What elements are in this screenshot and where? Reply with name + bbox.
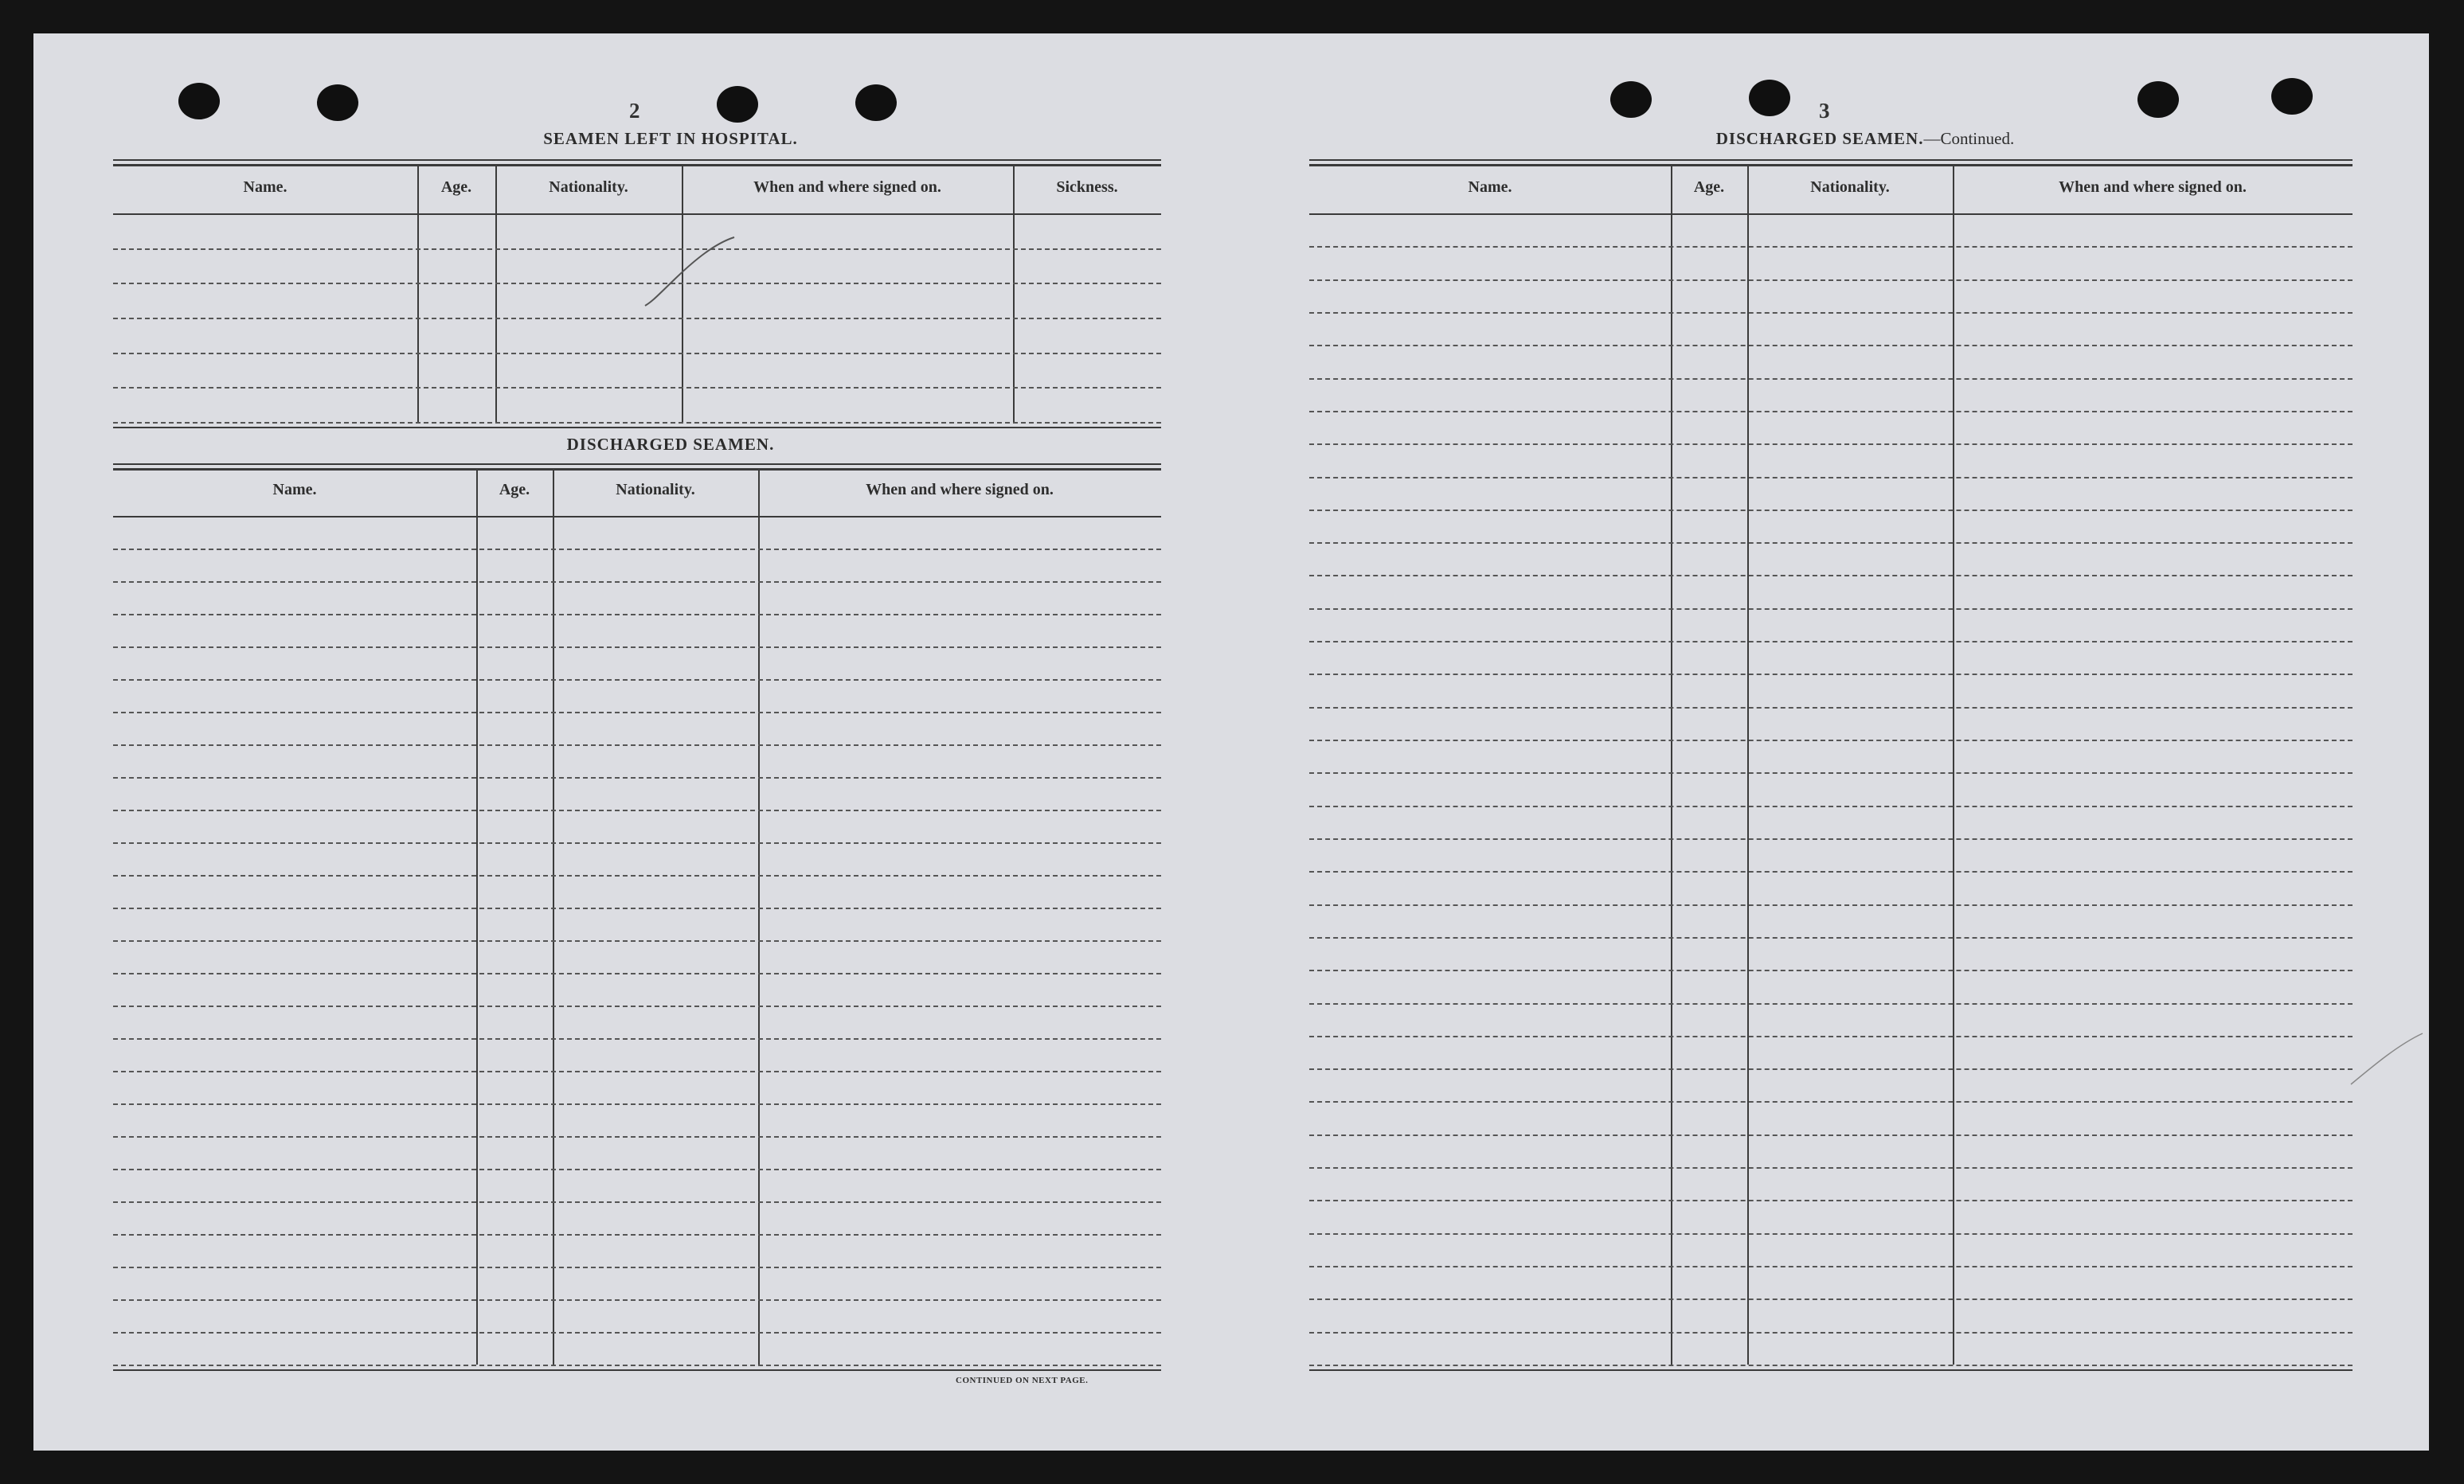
table-row [113,1071,1161,1072]
table-row [113,581,1161,583]
table-row [1309,1167,2353,1169]
continued-suffix: —Continued. [1923,129,2015,148]
discharged-continued-title-main: DISCHARGED SEAMEN. [1715,129,1924,148]
table-row [113,908,1161,909]
table-row [1309,1233,2353,1235]
column-divider [495,164,497,422]
column-header: Nationality. [549,178,628,196]
discharged-continued-title [1586,129,2144,149]
table-top-rule [113,463,1161,465]
table-row [113,422,1161,424]
table-row [113,1006,1161,1007]
table-row [1309,378,2353,380]
page-number: 2 [629,99,640,123]
table-row [1309,1266,2353,1267]
column-divider [417,164,419,422]
column-header: Sickness. [1056,178,1118,196]
header-rule [1309,213,2353,215]
table-top-rule [113,159,1161,161]
table-row [1309,608,2353,610]
table-row [1309,510,2353,511]
table-row [1309,575,2353,576]
table-top-rule [1309,159,2353,161]
column-header: Age. [440,178,472,196]
punch-hole [1610,81,1652,118]
table-bottom-rule [113,427,1161,428]
table-row [113,614,1161,615]
table-row [1309,443,2353,445]
column-header: Name. [272,481,317,498]
table-row [113,1234,1161,1236]
table-row [1309,1298,2353,1300]
table-row [1309,1101,2353,1103]
table-row [113,744,1161,746]
table-row [1309,279,2353,281]
table-row [113,1169,1161,1170]
punch-hole [2271,78,2313,115]
punch-hole [178,83,220,119]
table-row [1309,970,2353,971]
table-bottom-rule [1309,1369,2353,1371]
column-header: When and where signed on. [2059,178,2247,196]
table-row [1309,411,2353,412]
header-rule [113,516,1161,517]
column-divider [1013,164,1015,422]
table-top-rule [113,164,1161,166]
table-row [1309,1003,2353,1005]
column-divider [758,468,760,1365]
table-row [113,940,1161,942]
table-row [1309,1200,2353,1201]
table-row [113,1201,1161,1203]
table-row [113,1332,1161,1334]
table-row [113,973,1161,974]
table-row [113,283,1161,284]
column-header: Name. [243,178,287,196]
table-row [113,1038,1161,1040]
hospital-section-title: SEAMEN LEFT IN HOSPITAL. [543,129,798,148]
table-row [1309,1036,2353,1037]
table-row [1309,477,2353,478]
table-row [1309,707,2353,709]
table-row [1309,641,2353,642]
column-divider [553,468,554,1365]
table-row [1309,1068,2353,1070]
table-row [113,1136,1161,1138]
table-row [113,875,1161,877]
table-top-rule [1309,164,2353,166]
table-row [113,777,1161,779]
table-row [1309,1134,2353,1136]
column-header: Nationality. [616,481,695,498]
table-row [113,248,1161,250]
table-row [1309,772,2353,774]
table-row [1309,871,2353,873]
punch-hole [317,84,358,121]
table-row [113,387,1161,389]
table-row [1309,740,2353,741]
table-row [113,1299,1161,1301]
punch-hole [717,86,758,123]
table-top-rule [113,468,1161,471]
discharged-section-title: DISCHARGED SEAMEN. [566,435,775,454]
table-bottom-rule [113,1369,1161,1371]
continued-note: CONTINUED ON NEXT PAGE. [956,1376,1089,1385]
column-header: Age. [499,481,530,498]
table-row [113,810,1161,811]
table-row [113,1365,1161,1366]
table-row [113,353,1161,354]
pencil-mark [2335,1029,2431,1100]
table-row [1309,806,2353,807]
table-row [113,679,1161,681]
column-header: When and where signed on. [866,481,1054,498]
column-header: Age. [1693,178,1725,196]
table-row [1309,937,2353,939]
table-row [1309,1365,2353,1366]
table-row [113,646,1161,648]
table-row [1309,904,2353,906]
column-header: When and where signed on. [753,178,941,196]
table-row [113,1267,1161,1268]
punch-hole [1749,80,1790,116]
table-row [1309,542,2353,544]
table-row [113,318,1161,319]
table-row [1309,345,2353,346]
header-rule [113,213,1161,215]
table-row [1309,246,2353,248]
punch-hole [2137,81,2179,118]
punch-hole [855,84,897,121]
table-row [113,549,1161,550]
table-row [113,842,1161,844]
column-header: Name. [1468,178,1512,196]
table-row [1309,312,2353,314]
table-row [113,1103,1161,1105]
document-sheet [33,33,2429,1451]
column-header: Nationality. [1810,178,1890,196]
table-row [113,712,1161,713]
table-row [1309,838,2353,840]
page-number: 3 [1819,99,1830,123]
table-row [1309,674,2353,675]
column-divider [476,468,478,1365]
pencil-mark [639,232,758,328]
table-row [1309,1332,2353,1334]
